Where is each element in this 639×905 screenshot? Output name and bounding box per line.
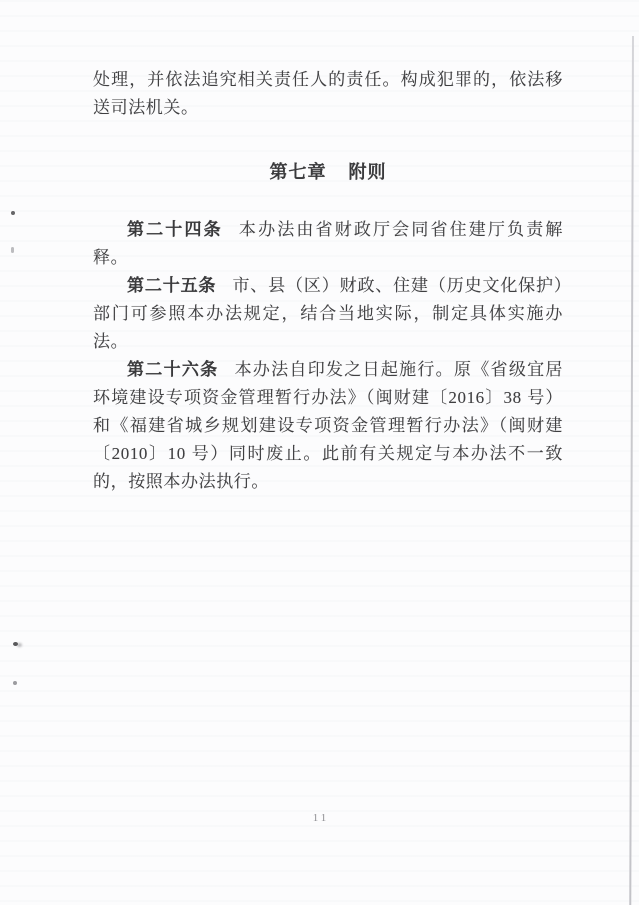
scan-speck [11, 211, 15, 215]
article-24-text: 本办法由省财政厅会同省住建厅负责解释。 [93, 220, 564, 267]
scan-speck [11, 247, 14, 253]
chapter-heading [93, 158, 563, 186]
article-24-number: 第二十四条 [127, 220, 223, 239]
chapter-number: 第七章 [269, 162, 327, 182]
article-25-number: 第二十五条 [127, 276, 217, 295]
scan-edge-line [629, 36, 634, 905]
article-26-number: 第二十六条 [127, 360, 219, 379]
article-26-text: 本办法自印发之日起施行。原《省级宜居环境建设专项资金管理暂行办法》（闽财建〔2016〕38 号）和《福建省城乡规划建设专项资金管理暂行办法》（闽财建〔2010〕10 号）同时废止。此前有关规定与本办法不一致的，按照本办法执行。 [93, 360, 563, 491]
paragraph-continuation: 处理，并依法追究相关责任人的责任。构成犯罪的，依法移送司法机关。 [93, 70, 563, 117]
scan-speck [13, 642, 18, 646]
article-24 [93, 216, 563, 272]
articles-section [93, 216, 563, 496]
chapter-title: 附则 [348, 162, 387, 182]
article-25 [93, 272, 563, 356]
scan-speck [13, 681, 17, 685]
page-number: 11 [312, 812, 330, 824]
article-26 [93, 356, 563, 496]
document-body [93, 66, 563, 496]
article-25-text: 市、县（区）财政、住建（历史文化保护）部门可参照本办法规定，结合当地实际，制定具体实施办法。 [93, 276, 563, 351]
